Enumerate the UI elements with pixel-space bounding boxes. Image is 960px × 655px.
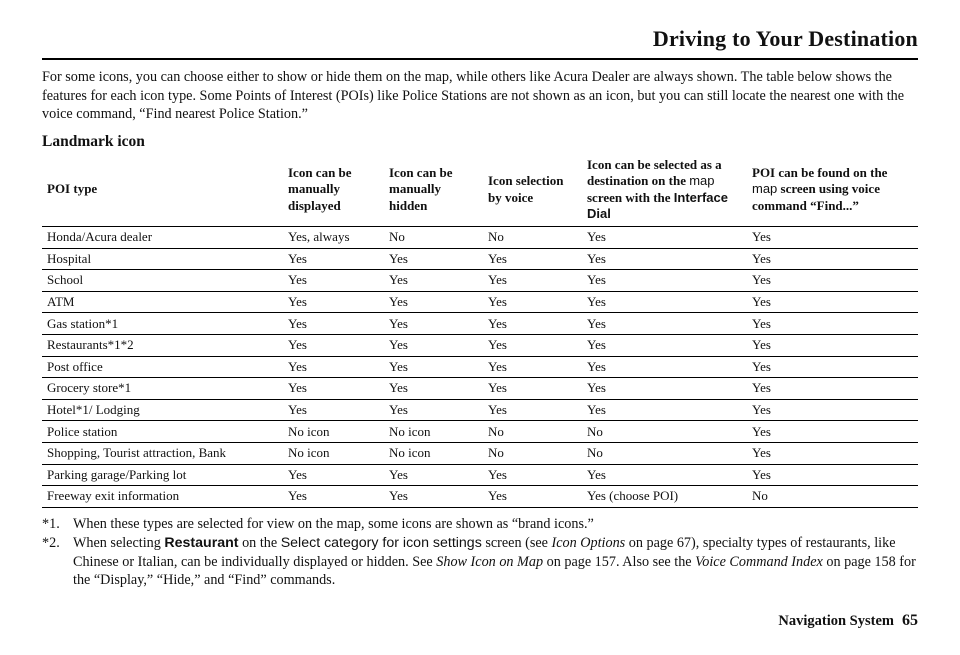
cell: Yes (384, 486, 483, 508)
cell: No (384, 227, 483, 249)
cell: Yes (747, 378, 918, 400)
cell: Yes (283, 248, 384, 270)
cell: No (582, 421, 747, 443)
cell: No (747, 486, 918, 508)
cell: Yes (747, 421, 918, 443)
cell: Yes (483, 334, 582, 356)
dest-map-term: map (689, 173, 715, 188)
cell: Yes (747, 291, 918, 313)
table-row (42, 378, 918, 400)
cell: Yes (747, 356, 918, 378)
cell: Yes (747, 248, 918, 270)
col-header-manual-hidden: Icon can be manually hidden (384, 153, 483, 227)
page-number: 65 (902, 612, 918, 629)
fn2-text-a: When selecting (73, 534, 161, 551)
cell-poi-type: Shopping, Tourist attraction, Bank (42, 442, 283, 464)
cell: Yes (582, 464, 747, 486)
cell-poi-type: Police station (42, 421, 283, 443)
table-row (42, 313, 918, 335)
cell: Yes (384, 356, 483, 378)
cell-poi-type: Hotel*1/ Lodging (42, 399, 283, 421)
cell: Yes (582, 270, 747, 292)
cell-poi-type: Honda/Acura dealer (42, 227, 283, 249)
col-header-destination (582, 153, 747, 227)
cell: Yes (483, 399, 582, 421)
cell: Yes (747, 334, 918, 356)
cell: Yes (582, 356, 747, 378)
dest-interface-dial-term: Interface Dial (587, 189, 728, 221)
cell-poi-type: Freeway exit information (42, 486, 283, 508)
footnote-1-marker: *1. (42, 516, 60, 532)
footer-label: Navigation System (778, 613, 894, 629)
fn2-text-e: on page 157. Also see the (546, 553, 692, 570)
cell: Yes (283, 356, 384, 378)
cell: Yes (384, 270, 483, 292)
table-row (42, 334, 918, 356)
page-footer (778, 612, 918, 630)
table-row (42, 248, 918, 270)
cell: Yes (483, 248, 582, 270)
cell: Yes (choose POI) (582, 486, 747, 508)
fn2-restaurant-term: Restaurant (164, 534, 239, 551)
cell: Yes (582, 378, 747, 400)
title-divider (42, 58, 918, 60)
table-row (42, 356, 918, 378)
cell: Yes (483, 356, 582, 378)
cell: Yes (747, 313, 918, 335)
fn2-text-b: on the (242, 534, 278, 551)
cell: No icon (283, 442, 384, 464)
cell: No icon (283, 421, 384, 443)
cell: Yes (384, 248, 483, 270)
cell: Yes (582, 248, 747, 270)
footnote-1-text: When these types are selected for view on the map, some icons are shown as “brand icons.” (73, 516, 594, 532)
cell: Yes (747, 399, 918, 421)
section-heading: Landmark icon (42, 133, 145, 150)
cell: Yes (283, 486, 384, 508)
cell: Yes (384, 291, 483, 313)
cell: Yes (384, 313, 483, 335)
cell: Yes (483, 378, 582, 400)
landmark-icon-table (42, 153, 918, 508)
table-row (42, 442, 918, 464)
cell-poi-type: Restaurants*1*2 (42, 334, 283, 356)
footnote-2-marker: *2. (42, 534, 60, 551)
cell-poi-type: Parking garage/Parking lot (42, 464, 283, 486)
cell: No icon (384, 442, 483, 464)
cell: Yes (384, 464, 483, 486)
table-row (42, 464, 918, 486)
col-header-voice-selection: Icon selection by voice (483, 153, 582, 227)
fn2-text-d: on page 67), specialty types of restaurants, like Chinese or Italian, can be individually displayed or hidden. See (73, 534, 896, 570)
cell: Yes (384, 378, 483, 400)
cell-poi-type: Grocery store*1 (42, 378, 283, 400)
cell: Yes (582, 227, 747, 249)
cell-poi-type: Hospital (42, 248, 283, 270)
cell: Yes (483, 313, 582, 335)
fn2-icon-options-ref: Icon Options (551, 534, 626, 551)
intro-paragraph: For some icons, you can choose either to show or hide them on the map, while others like Acura Dealer are always shown. The table below shows the features for each icon type. Some Points of Interest (POIs) like Police Stations are not shown as an icon, but you can still locate the nearest one with the voice command, “Find nearest Police Station.” (42, 69, 905, 123)
table-row (42, 486, 918, 508)
find-text-b: screen using voice command “Find...” (752, 181, 880, 213)
cell: Yes (582, 334, 747, 356)
cell: No (483, 442, 582, 464)
find-map-term: map (752, 181, 778, 197)
cell: Yes (283, 291, 384, 313)
table-header-row (42, 153, 918, 227)
cell: Yes (747, 227, 918, 249)
dest-text-b: screen with the (587, 189, 671, 205)
cell: Yes (283, 378, 384, 400)
fn2-screen-term: Select category for icon settings (280, 534, 482, 551)
fn2-text-f: on page 158 for the “Display,” “Hide,” and “Find” commands. (73, 553, 916, 589)
cell: Yes (483, 291, 582, 313)
find-text-a: POI can be found on the (752, 164, 888, 180)
fn2-voice-index-ref: Voice Command Index (695, 553, 823, 570)
footnotes (42, 515, 922, 590)
cell: Yes (283, 399, 384, 421)
cell: Yes (483, 270, 582, 292)
cell: Yes (283, 270, 384, 292)
cell: Yes (747, 464, 918, 486)
page-title: Driving to Your Destination (652, 26, 918, 51)
cell: Yes (483, 486, 582, 508)
table-row (42, 421, 918, 443)
footnote-1 (42, 515, 922, 534)
cell: Yes (283, 334, 384, 356)
cell: Yes (283, 464, 384, 486)
fn2-text-c: screen (see (485, 534, 548, 551)
cell: Yes (384, 399, 483, 421)
cell: Yes (747, 270, 918, 292)
col-header-find (747, 153, 918, 227)
table-row (42, 291, 918, 313)
table-row (42, 227, 918, 249)
cell-poi-type: ATM (42, 291, 283, 313)
cell: Yes (582, 291, 747, 313)
cell: No (582, 442, 747, 464)
col-header-manual-display: Icon can be manually displayed (283, 153, 384, 227)
cell: Yes (483, 464, 582, 486)
cell: Yes (747, 442, 918, 464)
cell: Yes (582, 313, 747, 335)
cell-poi-type: Post office (42, 356, 283, 378)
table-row (42, 399, 918, 421)
table-row (42, 270, 918, 292)
cell: No (483, 421, 582, 443)
cell-poi-type: School (42, 270, 283, 292)
cell: Yes (384, 334, 483, 356)
cell: No icon (384, 421, 483, 443)
cell-poi-type: Gas station*1 (42, 313, 283, 335)
cell: Yes (582, 399, 747, 421)
cell: Yes (283, 313, 384, 335)
cell: No (483, 227, 582, 249)
dest-text-a: Icon can be selected as a destination on the (587, 156, 722, 188)
fn2-show-icon-ref: Show Icon on Map (436, 553, 544, 570)
col-header-poi-type: POI type (42, 153, 283, 227)
cell: Yes, always (283, 227, 384, 249)
footnote-2 (42, 534, 922, 590)
